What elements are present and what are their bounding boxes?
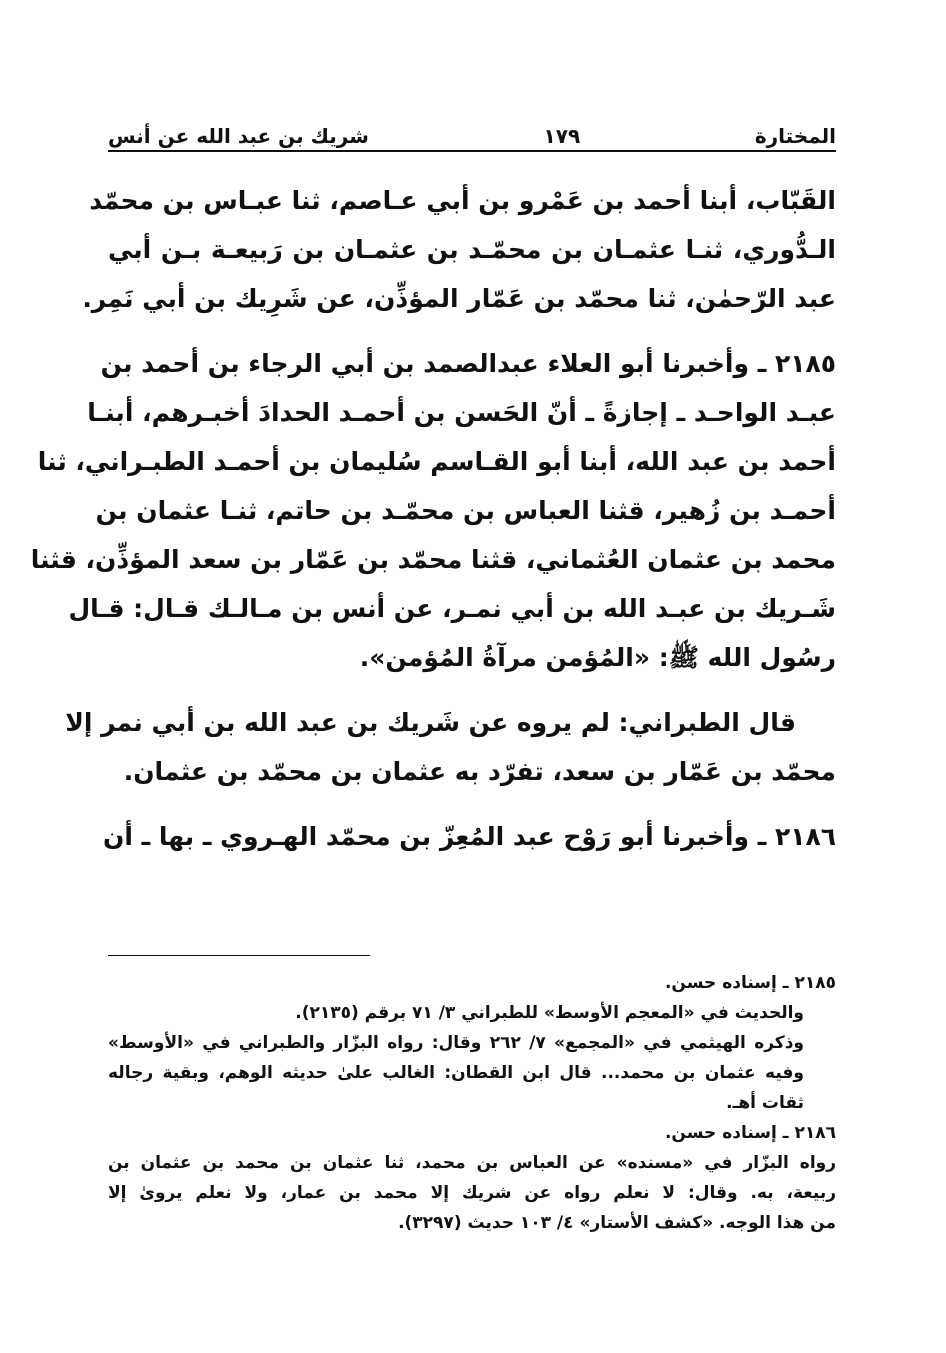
text-line: أحمـد بن زُهير، قثنا العباس بن محمّـد بن حاتم، ثنـا عثمان بن	[95, 496, 836, 525]
header-chapter-title: شريك بن عبد الله عن أنس	[108, 124, 369, 148]
text-line: محمّد بن عَمّار بن سعد، تفرّد به عثمان بن محمّد بن عثمان.	[123, 757, 836, 786]
paragraph-hadith-2186	[103, 812, 836, 861]
footnote-line: ثقات أهـ.	[726, 1093, 804, 1113]
text-line: عبد الرّحمٰن، ثنا محمّد بن عَمّار المؤذِّن، عن شَرِيك بن أبي نَمِر.	[82, 284, 836, 313]
footnote-2186	[108, 1118, 836, 1238]
text-line: قال الطبراني: لم يروه عن شَريك بن عبد الله بن أبي نمر إلا	[65, 708, 796, 737]
footnote-line: وذكره الهيثمي في «المجمع» ٧/ ٢٦٢ وقال: رواه البزّار والطبراني في «الأوسط»	[108, 1033, 804, 1053]
text-line: الـدُّوري، ثنـا عثمـان بن محمّـد بن عثمـان بن رَبيعـة بـن أبي	[108, 235, 836, 264]
footnote-line: والحديث في «المعجم الأوسط» للطبراني ٣/ ٧١ برقم (٢١٣٥).	[295, 1003, 804, 1023]
footnote-line: من هذا الوجه. «كشف الأستار» ٤/ ١٠٣ حديث (٣٢٩٧).	[398, 1213, 836, 1233]
footnote-line: ربيعة، به. وقال: لا نعلم رواه عن شريك إلا محمد بن عمار، ولا نعلم يروىٰ إلا	[108, 1183, 836, 1203]
footnote-2185	[108, 968, 836, 1118]
footnote-line: وفيه عثمان بن محمد... قال ابن القطان: الغالب علىٰ حديثه الوهم، وبقية رجاله	[108, 1063, 804, 1083]
main-text	[30, 176, 836, 877]
footnotes	[108, 968, 836, 1238]
paragraph-isnad-continuation	[82, 176, 836, 323]
text-line: القَبّاب، أبنا أحمد بن عَمْرو بن أبي عـاصم، ثنا عبـاس بن محمّد	[89, 186, 836, 215]
footnote-heading: ٢١٨٦ ـ إسناده حسن.	[664, 1123, 836, 1143]
header-book-title: المختارة	[754, 124, 836, 148]
footnote-heading: ٢١٨٥ ـ إسناده حسن.	[664, 973, 836, 993]
book-page	[30, 100, 836, 1300]
text-line: شَـريك بن عبـد الله بن أبي نمـر، عن أنس بن مـالـك قـال: قـال	[68, 594, 836, 623]
text-line: ٢١٨٥ ـ وأخبرنا أبو العلاء عبدالصمد بن أبي الرجاء بن أحمد بن	[100, 349, 836, 378]
header-divider	[108, 150, 836, 152]
text-line: أحمد بن عبد الله، أبنا أبو القـاسم سُليمان بن أحمـد الطبـراني، ثنا	[37, 447, 836, 476]
footnote-divider	[108, 955, 370, 956]
text-line: ٢١٨٦ ـ وأخبرنا أبو رَوْح عبد المُعِزّ بن محمّد الهـروي ـ بها ـ أن	[103, 822, 836, 851]
footnote-line: رواه البزّار في «مسنده» عن العباس بن محمد، ثنا عثمان بن محمد بن عثمان بن	[108, 1153, 836, 1173]
page-number: ١٧٩	[543, 124, 581, 148]
text-line: محمد بن عثمان العُثماني، قثنا محمّد بن عَمّار بن سعد المؤذِّن، قثنا	[30, 545, 836, 574]
text-line: رسُول الله ﷺ: «المُؤمن مرآةُ المُؤمن».	[359, 643, 836, 672]
text-line: عبـد الواحـد ـ إجازةً ـ أنّ الحَسن بن أحمـد الحدادَ أخبـرهم، أبنـا	[87, 398, 836, 427]
paragraph-tabarani-comment	[65, 698, 836, 796]
paragraph-hadith-2185	[30, 339, 836, 682]
